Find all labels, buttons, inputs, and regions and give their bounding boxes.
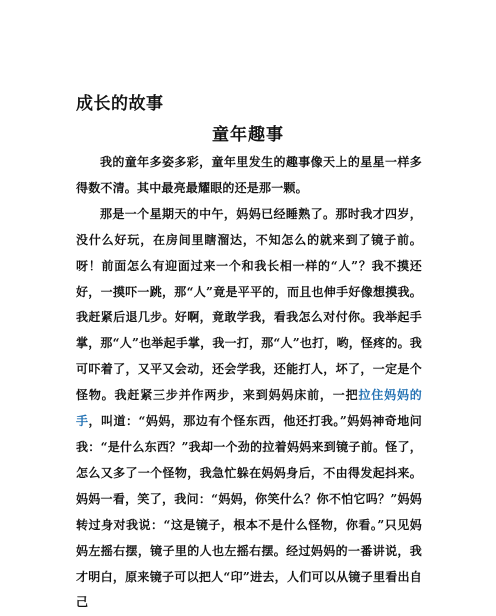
section-title: 成长的故事	[76, 94, 164, 114]
inline-link[interactable]: 拉住妈妈的手	[76, 388, 422, 429]
paragraph-text-after-link: ，叫道：“妈妈，那边有个怪东西，他还打我。”妈妈神奇地问我：“是什么东西？”我却一个劲的拉着妈妈来到镜子前。怪了，怎么又多了一个怪物，我急忙躲在妈妈身后，不由得发起抖来。妈妈一看，笑了，我问：“妈妈，你笑什么？你不怕它吗？”妈妈转过身对我说：“这是镜子，根本不是什么怪物，你看。”只见妈妈左摇右摆，镜子里的人也左摇右摆。经过妈妈的一番讲说，我才明白，原来镜子可以把人“印”进去，人们可以从镜子里看出自己	[76, 414, 422, 610]
article-body	[76, 150, 422, 616]
paragraph-intro: 我的童年多姿多彩，童年里发生的趣事像天上的星星一样多得数不清。其中最亮最耀眼的还是那一颗。	[76, 155, 422, 195]
article-title: 童年趣事	[212, 125, 284, 145]
paragraph-mirror-story	[76, 202, 422, 616]
paragraph-text-before-link: 那是一个星期天的中午，妈妈已经睡熟了。那时我才四岁，没什么好玩，在房间里瞎溜达，不知怎么的就来到了镜子前。呀！前面怎么有迎面过来一个和我长相一样的“人”？我不摸还好，一摸吓一跳，那“人”竟是平平的，而且也伸手好像想摸我。我赶紧后退几步。好啊，竟敢学我，看我怎么对付你。我举起手掌，那“人”也举起手掌，我一打，那“人”也打，哟，怪疼的。我可吓着了，又平又会动，还会学我，还能打人，坏了，一定是个怪物。我赶紧三步并作两步，来到妈妈床前，一把	[76, 206, 422, 403]
